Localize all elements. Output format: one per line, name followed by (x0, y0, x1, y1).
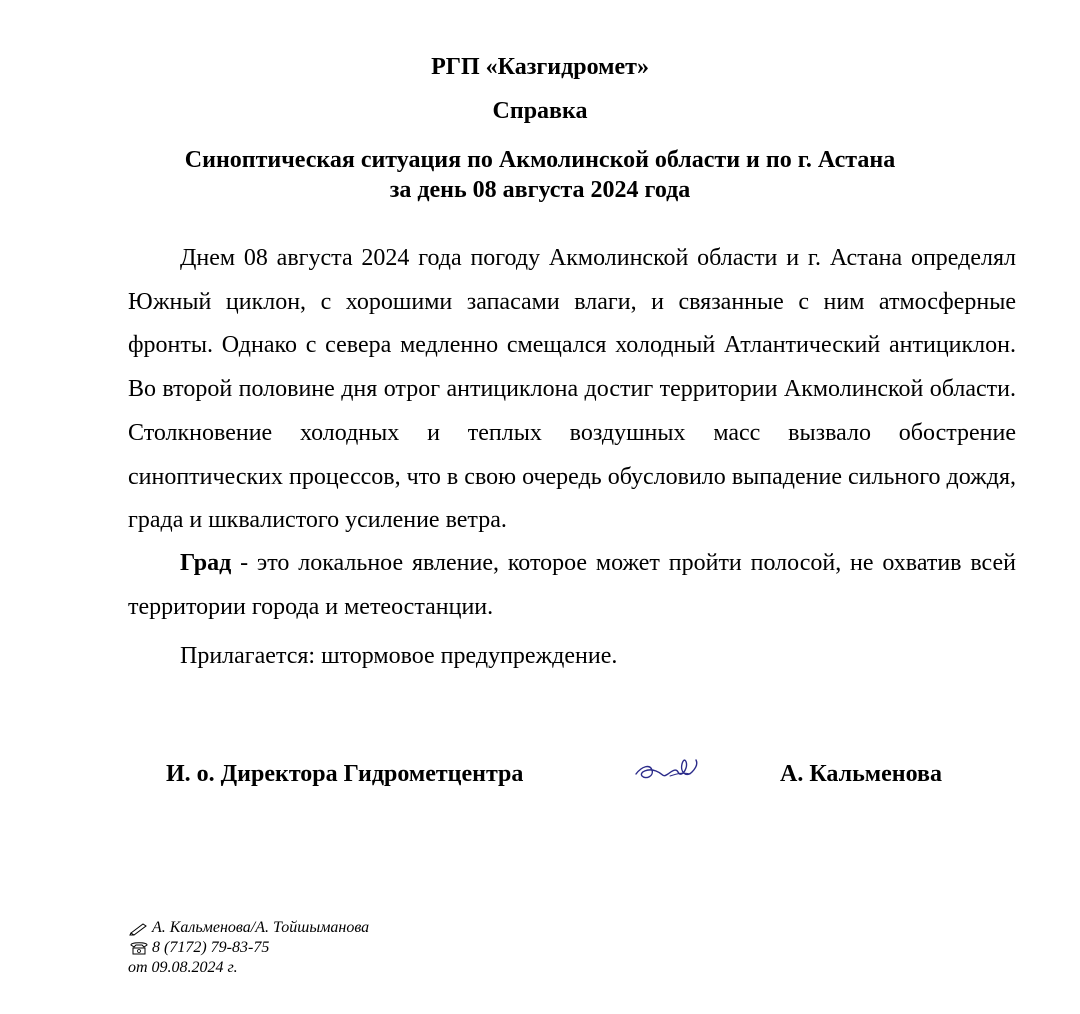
footer-phone-line (128, 938, 369, 958)
footer-authors-line (128, 918, 369, 938)
footer-authors: А. Кальменова/А. Тойшыманова (152, 919, 370, 936)
document-type: Справка (492, 98, 588, 124)
subject-line-2: за день 08 августа 2024 года (389, 177, 691, 203)
phone-icon (128, 940, 150, 956)
footer-phone: 8 (7172) 79-83-75 (152, 939, 270, 956)
signatory-title: И. о. Директора Гидрометцентра (166, 761, 524, 787)
subject-line-1: Синоптическая ситуация по Акмолинской области и по г. Астана (184, 147, 896, 173)
footer-contacts (128, 918, 369, 978)
hail-description: - это локальное явление, которое может пройти полосой, не охватив всей территории города и метеостанции. (128, 550, 1016, 620)
paragraph-hail (128, 542, 1016, 629)
document-subject (0, 145, 1080, 205)
paragraph-attachment: Прилагается: штормовое предупреждение. (180, 643, 618, 669)
paragraph-synoptic: Днем 08 августа 2024 года погоду Акмолинской области и г. Астана определял Южный циклон, с хорошими запасами влаги, и связанные с ним атмосферные фронты. Однако с севера медленно смещался холодный Атлантический антициклон. Во второй половине дня отрог антициклона достиг территории Акмолинской области. Столкновение холодных и теплых воздушных масс вызвало обострение синоптических процессов, что в свою очередь обусловило выпадение сильного дождя, града и шквалистого усиление ветра. (128, 245, 1016, 534)
footer-date-line (128, 958, 369, 978)
organization-name: РГП «Казгидромет» (431, 54, 649, 80)
pen-icon (128, 920, 150, 936)
hail-term: Град (180, 550, 232, 576)
signatory-name: А. Кальменова (780, 761, 942, 787)
handwritten-signature (612, 738, 722, 798)
footer-date: от 09.08.2024 г. (128, 959, 238, 976)
